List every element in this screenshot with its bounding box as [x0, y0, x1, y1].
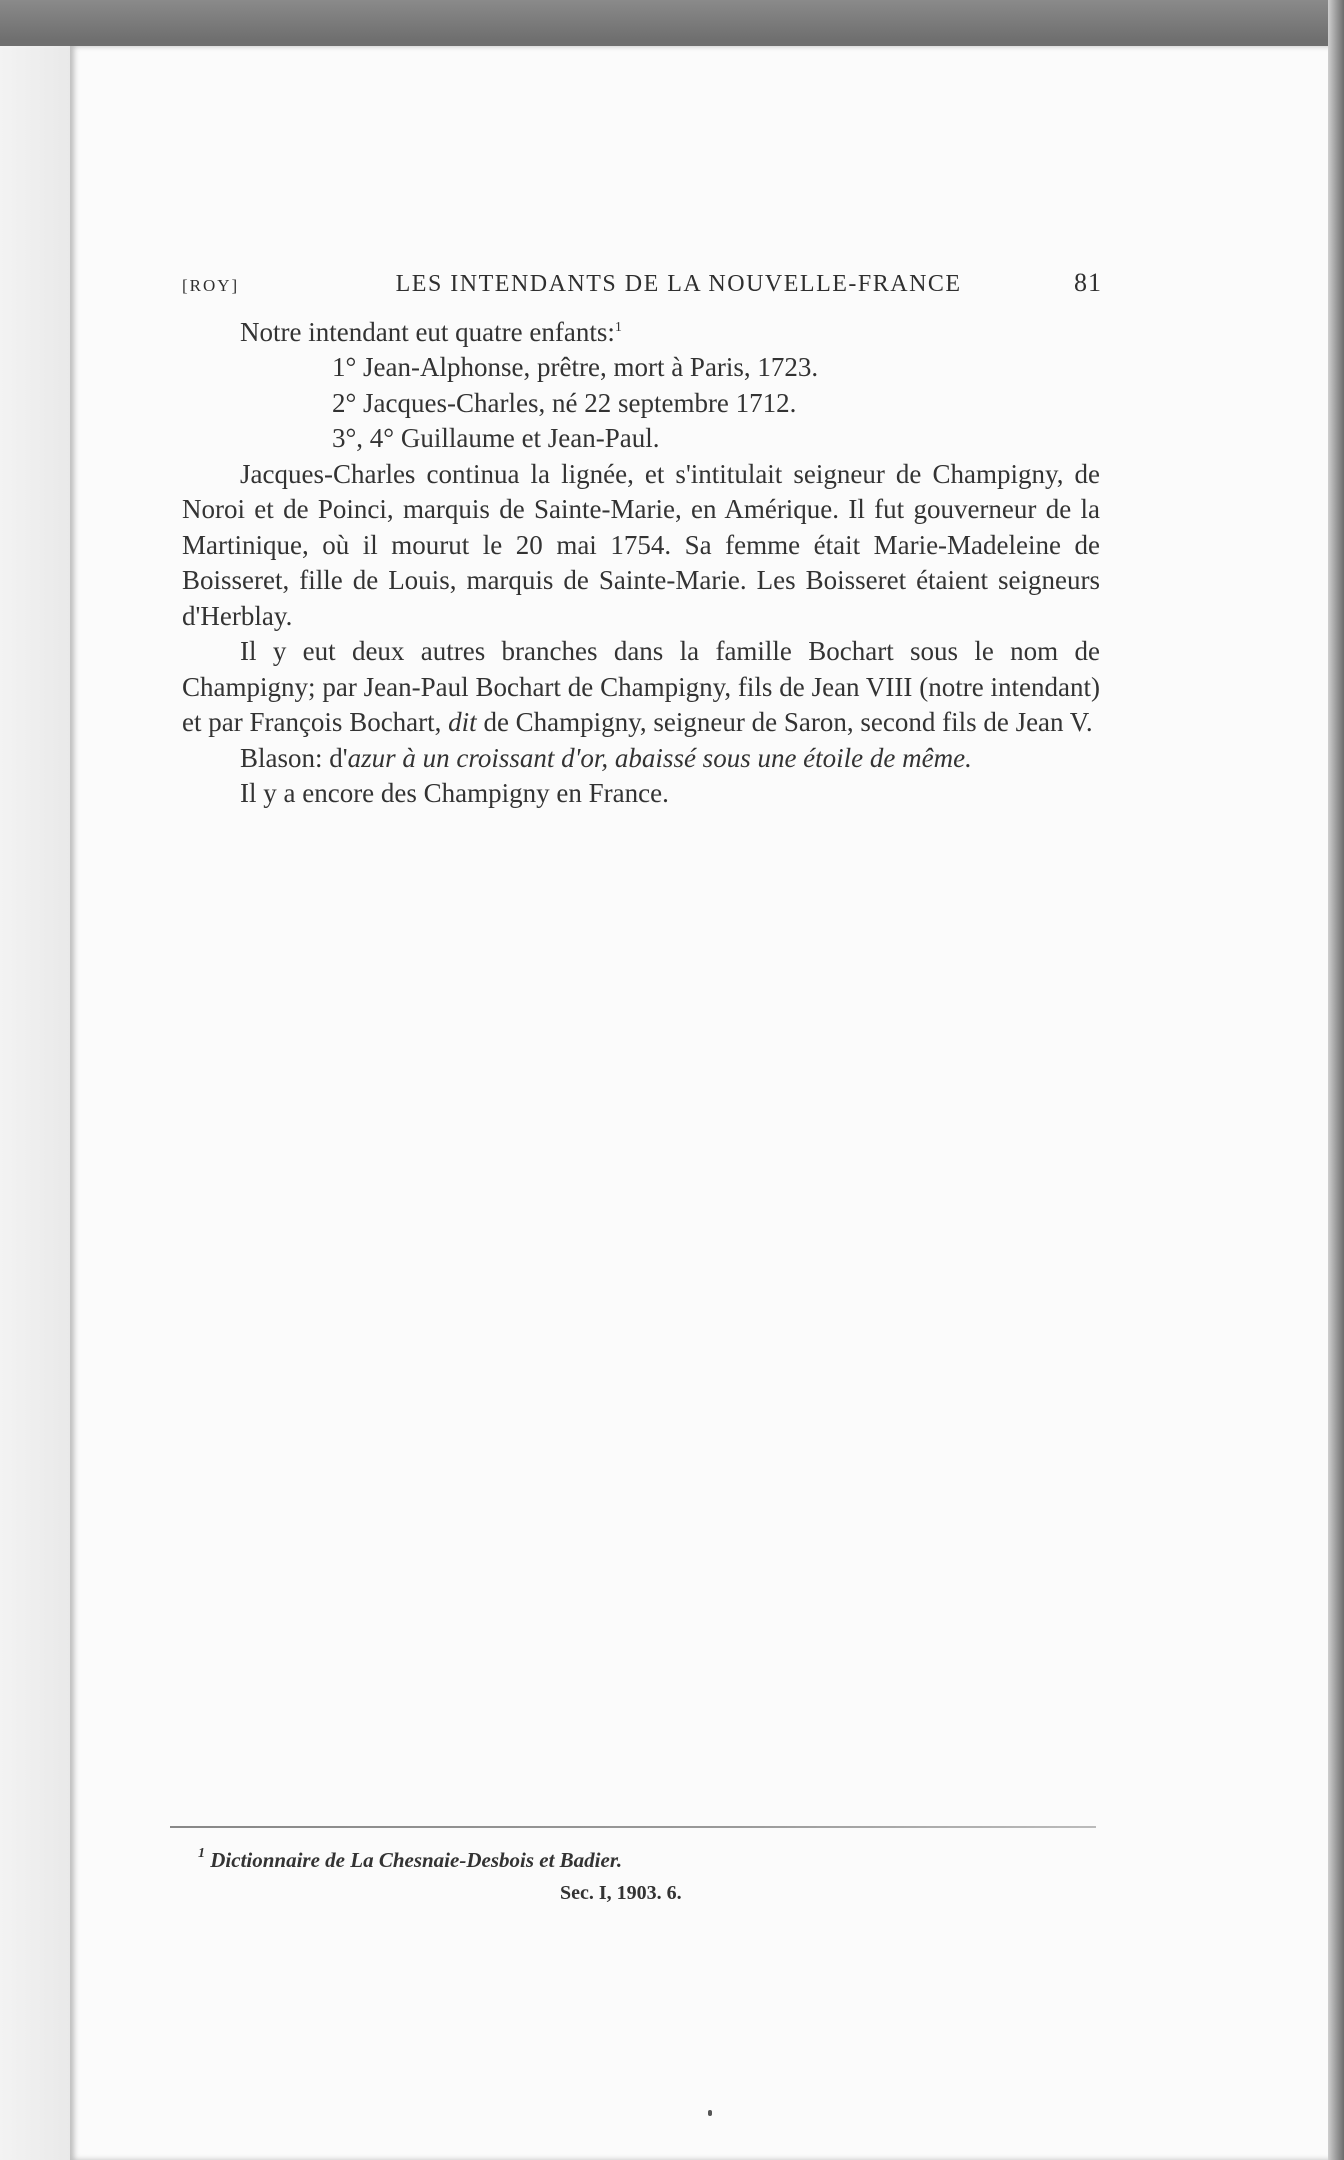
footnote-divider: [170, 1826, 1096, 1828]
page-number: 81: [1074, 268, 1102, 297]
branches-dit: dit: [448, 707, 477, 737]
page-edge: [1328, 0, 1344, 2160]
footnote: [198, 1846, 622, 1873]
child-3: 3°, 4° Guillaume et Jean-Paul.: [332, 423, 660, 453]
paragraph-branches: [182, 634, 1100, 741]
printer-signature: Sec. I, 1903. 6.: [560, 1882, 682, 1904]
footnote-ref: 1: [614, 319, 622, 335]
child-2: 2° Jacques-Charles, né 22 septembre 1712.: [332, 387, 797, 418]
footnote-mark: 1: [198, 1846, 205, 1861]
paragraph-lineage: Jacques-Charles continua la lignée, et s'intitulait seigneur de Champigny, de Noroi et de Poinci, marquis de Sainte-Marie, en Amérique. Il fut gouverneur de la Martinique, où il mourut le 20 mai 1754. Sa femme était Marie-Madeleine de Boisseret, fille de Louis, marquis de Sainte-Marie. Les Boisseret étaient seigneurs d'Herblay.: [182, 458, 1100, 631]
intro-text: Notre intendant eut quatre enfants:: [240, 316, 615, 347]
author-tag: [ROY]: [182, 276, 240, 295]
blason-text: azur à un croissant d'or, abaissé sous une étoile de même.: [347, 742, 972, 773]
running-title: LES INTENDANTS DE LA NOUVELLE-FRANCE: [395, 271, 962, 297]
running-head: [182, 265, 1100, 304]
child-1: 1° Jean-Alphonse, prêtre, mort à Paris, 1723.: [332, 352, 819, 382]
blason-line: [182, 741, 1100, 777]
intro-line: [182, 310, 1100, 351]
branches-text-a: Il y eut deux autres branches dans la famille Bochart sous le nom de Champigny; par Jean-Paul Bochart de Champigny, fils de Jean VIII (notre intendant) et par François Bochart,: [182, 636, 1100, 737]
blason-label: Blason: d': [240, 742, 348, 773]
page-text: [182, 265, 1100, 812]
footnote-text: Dictionnaire de La Chesnaie-Desbois et Badier.: [210, 1848, 623, 1872]
closing-line: Il y a encore des Champigny en France.: [240, 778, 669, 808]
scan-speck: [708, 2110, 712, 2116]
branches-text-b: de Champigny, seigneur de Saron, second fils de Jean V.: [483, 707, 1093, 737]
